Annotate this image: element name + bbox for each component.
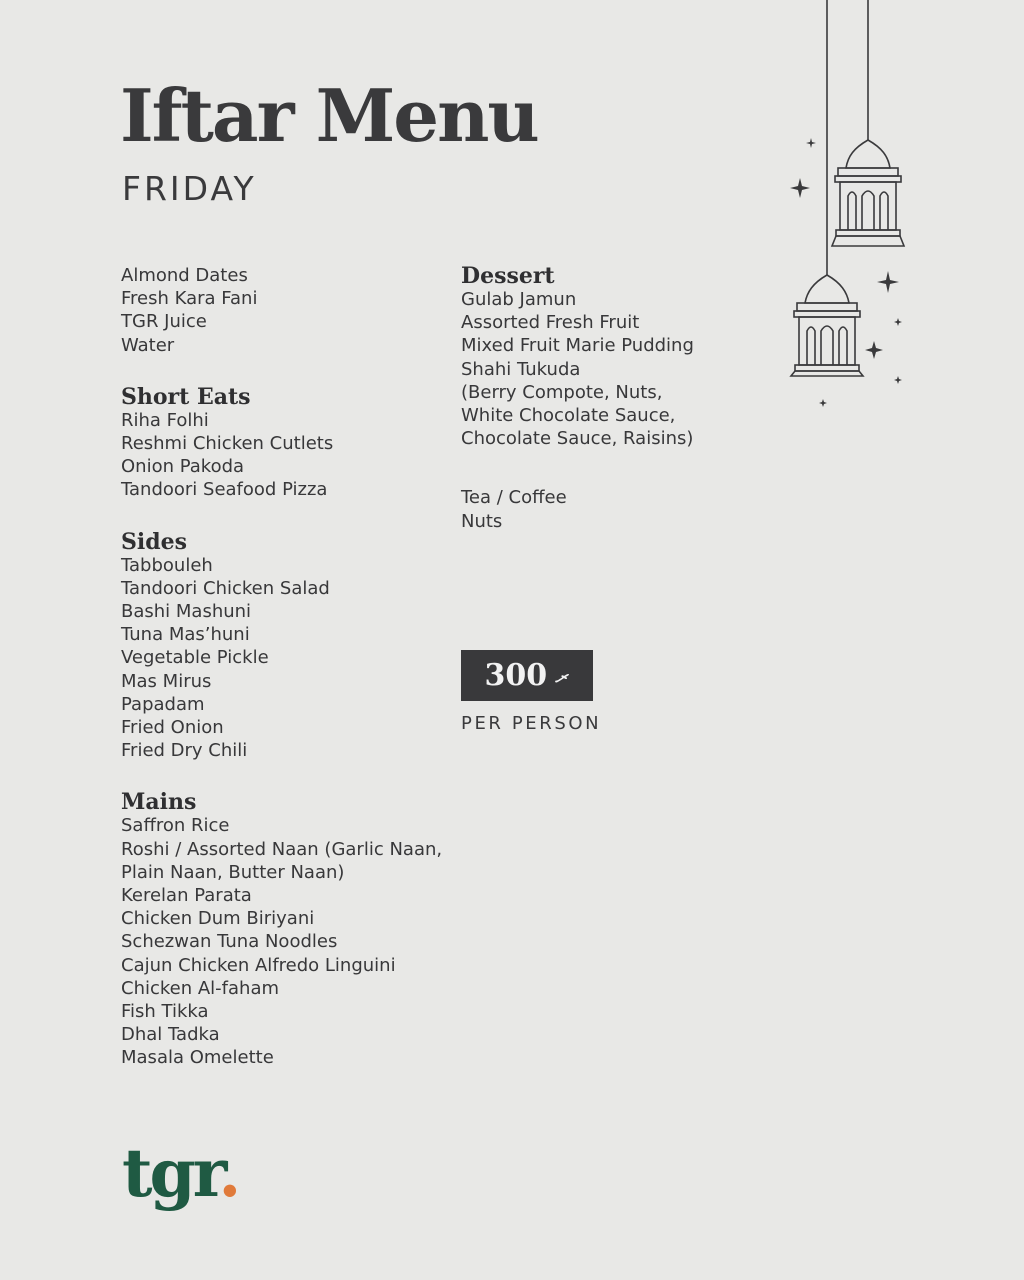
menu-section — [121, 790, 461, 1069]
logo-dot: . — [218, 1134, 239, 1212]
menu-item: Almond Dates — [121, 265, 248, 286]
menu-item: Chocolate Sauce, Raisins) — [461, 428, 694, 450]
menu-item: Reshmi Chicken Cutlets — [121, 433, 334, 455]
menu-item: Chicken Dum Biriyani — [121, 908, 315, 930]
menu-section — [121, 530, 461, 763]
section-heading: Dessert — [461, 263, 555, 289]
menu-item: Tandoori Seafood Pizza — [121, 479, 328, 501]
menu-item: White Chocolate Sauce, — [461, 405, 676, 427]
menu-item: Shahi Tukuda — [461, 358, 581, 380]
menu-item: Tandoori Chicken Salad — [121, 577, 330, 599]
menu-item: Roshi / Assorted Naan (Garlic Naan, — [121, 838, 443, 860]
menu-item: Dhal Tadka — [121, 1024, 220, 1046]
menu-item: Gulab Jamun — [461, 289, 577, 310]
menu-section — [461, 486, 801, 532]
menu-item: Fried Dry Chili — [121, 740, 248, 762]
menu-item: Fish Tikka — [121, 1001, 209, 1023]
menu-title: Iftar Menu — [120, 73, 538, 158]
menu-right-column — [461, 264, 801, 561]
menu-item: TGR Juice — [121, 311, 207, 333]
menu-item: Water — [121, 334, 175, 356]
price-badge — [461, 650, 593, 701]
menu-item: Plain Naan, Butter Naan) — [121, 861, 345, 883]
lantern-icon — [832, 140, 904, 246]
menu-item: Mas Mirus — [121, 670, 212, 692]
menu-item: Fried Onion — [121, 717, 224, 739]
menu-section — [461, 264, 801, 450]
menu-item: Mixed Fruit Marie Pudding — [461, 335, 694, 357]
menu-day: FRIDAY — [122, 169, 257, 208]
menu-item: Papadam — [121, 693, 205, 715]
menu-item: Saffron Rice — [121, 815, 230, 837]
menu-item: Onion Pakoda — [121, 456, 245, 478]
menu-item: Tea / Coffee — [461, 487, 567, 509]
logo-text: tgr — [122, 1134, 219, 1212]
section-heading: Sides — [121, 528, 188, 555]
menu-item: Riha Folhi — [121, 409, 209, 431]
menu-item: Tabbouleh — [121, 554, 213, 576]
menu-item: Chicken Al-faham — [121, 977, 280, 999]
tgr-logo — [122, 1134, 239, 1212]
section-heading: Short Eats — [121, 383, 251, 410]
menu-section — [121, 264, 461, 357]
menu-item: Schezwan Tuna Noodles — [121, 931, 338, 953]
menu-item: Masala Omelette — [121, 1047, 274, 1069]
menu-item: (Berry Compote, Nuts, — [461, 381, 663, 403]
menu-item: Tuna Mas’huni — [121, 624, 250, 646]
menu-item: Kerelan Parata — [121, 885, 252, 907]
lantern-icon — [791, 275, 863, 376]
menu-item: Assorted Fresh Fruit — [461, 312, 640, 334]
currency-symbol: ރ — [555, 661, 570, 690]
menu-item: Bashi Mashuni — [121, 601, 252, 623]
sparkle-icon — [790, 138, 902, 407]
price-label: PER PERSON — [461, 713, 602, 734]
menu-item: Fresh Kara Fani — [121, 288, 258, 310]
price-amount: 300 — [484, 658, 548, 693]
section-heading: Mains — [121, 789, 197, 816]
menu-section — [121, 385, 461, 502]
lanterns-decoration — [780, 0, 920, 420]
menu-item: Cajun Chicken Alfredo Linguini — [121, 954, 396, 976]
menu-left-column — [121, 264, 461, 1098]
menu-item: Vegetable Pickle — [121, 647, 269, 669]
menu-item: Nuts — [461, 510, 503, 532]
